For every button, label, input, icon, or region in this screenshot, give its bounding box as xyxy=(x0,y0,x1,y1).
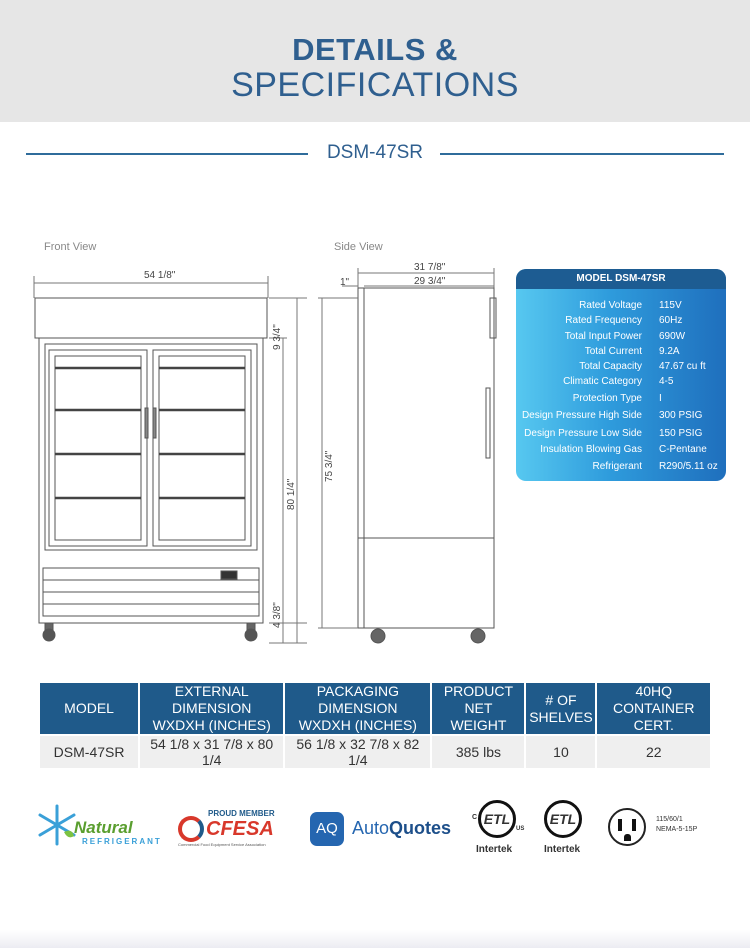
page-header xyxy=(0,0,750,122)
spec-row xyxy=(516,426,726,441)
page-title-line1: DETAILS & xyxy=(292,32,458,67)
th-packaging-dimension: PACKAGING DIMENSION WXDXH (INCHES) xyxy=(285,683,430,734)
spec-label: Protection Type xyxy=(572,393,642,404)
spec-value: 47.67 cu ft xyxy=(659,361,706,372)
side-view-drawing xyxy=(318,258,508,658)
aq-badge-icon: AQ xyxy=(310,812,344,846)
spec-row xyxy=(516,359,726,374)
natural-refrigerant-logo: Natural REFRIGERANT xyxy=(34,802,174,850)
divider-right xyxy=(440,153,724,155)
spec-value: I xyxy=(659,393,662,404)
spec-value: C-Pentane xyxy=(659,444,707,455)
cell-container-cert: 22 xyxy=(597,736,710,768)
spec-label: Design Pressure High Side xyxy=(521,410,642,421)
spec-row xyxy=(516,344,726,359)
spec-label: Refrigerant xyxy=(592,461,642,472)
etl-listed-logo: ETL C US Intertek xyxy=(472,800,528,856)
plug-outlet-icon xyxy=(608,808,646,846)
etl-mark-icon: ETL xyxy=(478,800,516,838)
side-inner-depth-dim: 29 3/4" xyxy=(414,276,446,287)
cell-shelves: 10 xyxy=(526,736,595,768)
spec-row xyxy=(516,374,726,389)
front-view-label: Front View xyxy=(44,241,97,253)
cell-packaging-dimension: 56 1/8 x 32 7/8 x 82 1/4 xyxy=(285,736,430,768)
spec-label: Design Pressure Low Side xyxy=(524,428,642,439)
autoquotes-logo: AQ AutoQuotes xyxy=(310,812,462,846)
spec-box xyxy=(516,269,726,481)
spec-label: Insulation Blowing Gas xyxy=(540,444,642,455)
spec-row xyxy=(516,391,726,406)
etl-mark-icon: ETL xyxy=(544,800,582,838)
spec-label: Total Current xyxy=(584,346,642,357)
front-view-drawing xyxy=(25,258,315,658)
table-row xyxy=(40,736,710,768)
divider-left xyxy=(26,153,308,155)
spec-value: 690W xyxy=(659,331,686,342)
th-model: MODEL xyxy=(40,683,138,734)
front-width-dim: 54 1/8" xyxy=(144,270,176,281)
side-depth-dim: 31 7/8" xyxy=(414,262,446,273)
spec-value: 9.2A xyxy=(659,346,680,357)
cell-external-dimension: 54 1/8 x 31 7/8 x 80 1/4 xyxy=(140,736,283,768)
spec-value: R290/5.11 oz xyxy=(659,461,718,472)
side-offset-dim: 1" xyxy=(340,277,350,288)
spec-value: 4-5 xyxy=(659,376,674,387)
spec-value: 115V xyxy=(659,300,682,311)
th-net-weight: PRODUCT NET WEIGHT xyxy=(432,683,524,734)
spec-row xyxy=(516,442,726,457)
spec-label: Total Input Power xyxy=(564,331,642,342)
table-header-row xyxy=(40,683,710,734)
spec-value: 60Hz xyxy=(659,315,683,326)
cell-net-weight: 385 lbs xyxy=(432,736,524,768)
front-base-dim: 4 3/8" xyxy=(272,602,283,628)
front-total-dim: 80 1/4" xyxy=(286,478,297,510)
spec-table xyxy=(38,681,712,770)
spec-row xyxy=(516,408,726,423)
spec-label: Total Capacity xyxy=(579,361,642,372)
spec-row xyxy=(516,313,726,328)
spec-label: Rated Frequency xyxy=(565,315,642,326)
spec-label: Rated Voltage xyxy=(579,300,642,311)
cell-model: DSM-47SR xyxy=(40,736,138,768)
side-view-label: Side View xyxy=(334,241,383,253)
etl-sanitation-logo: ETL Intertek xyxy=(542,800,588,856)
th-external-dimension: EXTERNAL DIMENSION WXDXH (INCHES) xyxy=(140,683,283,734)
cfesa-logo: PROUD MEMBER CFESA Commercial Food Equipment Service Association xyxy=(178,809,275,847)
nema-plug-logo: 115/60/1 NEMA-5-15P xyxy=(606,806,716,850)
spec-row xyxy=(516,459,726,474)
cfesa-ring-icon xyxy=(178,816,204,842)
spec-box-title: MODEL DSM-47SR xyxy=(516,269,726,289)
footer-bar xyxy=(0,930,750,948)
th-shelves: # OF SHELVES xyxy=(526,683,595,734)
spec-label: Climatic Category xyxy=(563,376,642,387)
page-title-line2: SPECIFICATIONS xyxy=(231,66,519,104)
spec-value: 150 PSIG xyxy=(659,428,703,439)
front-top-dim: 9 3/4" xyxy=(272,324,283,350)
model-title: DSM-47SR xyxy=(326,142,424,163)
model-title-row xyxy=(0,142,750,166)
spec-row xyxy=(516,298,726,313)
th-container-cert: 40HQ CONTAINER CERT. xyxy=(597,683,710,734)
side-height-dim: 75 3/4" xyxy=(324,450,335,482)
spec-row xyxy=(516,329,726,344)
spec-value: 300 PSIG xyxy=(659,410,703,421)
